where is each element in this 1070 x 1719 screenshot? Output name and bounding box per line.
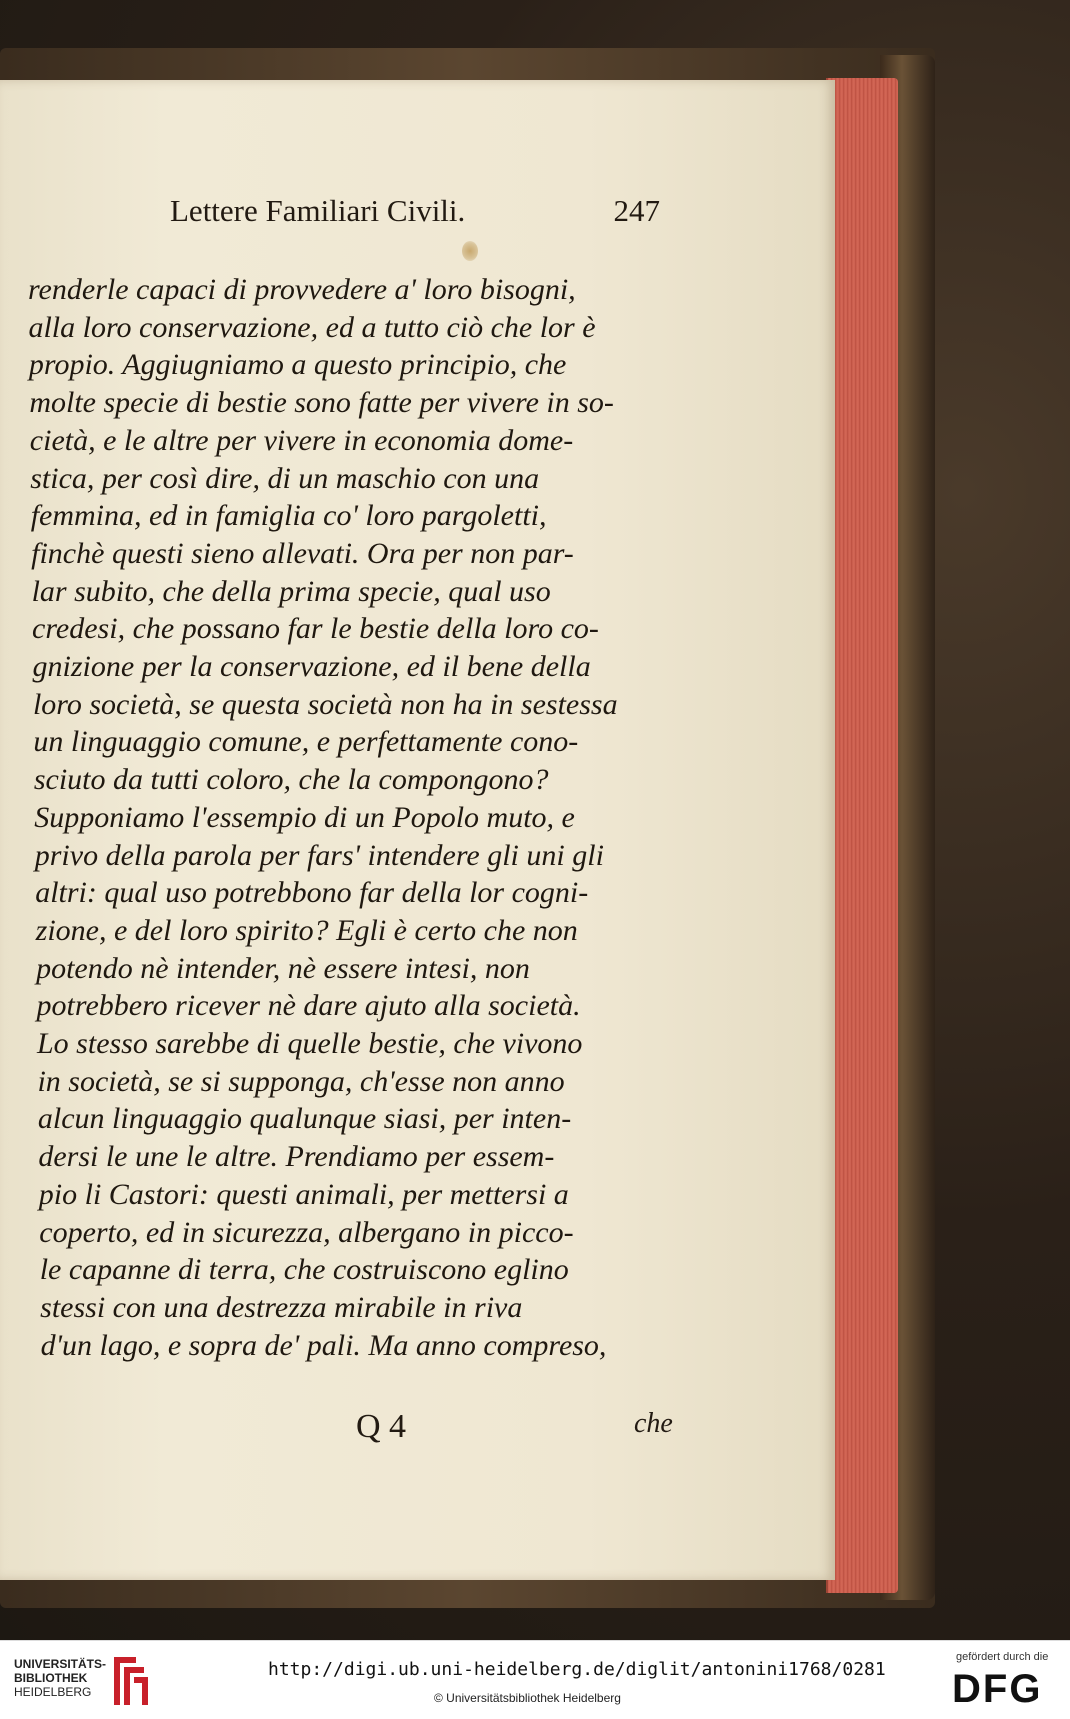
text-line: stica, per così dire, di un maschio con una xyxy=(30,461,540,495)
copyright-notice: © Universitätsbibliothek Heidelberg xyxy=(434,1691,621,1705)
text-line: un linguaggio comune, e perfettamente cono- xyxy=(33,725,579,759)
text-line: propio. Aggiugniamo a questo principio, che xyxy=(28,348,567,382)
text-line: privo della parola per fars' intendere gli uni gli xyxy=(34,838,604,872)
text-line: stessi con una destrezza mirabile in riva xyxy=(40,1290,523,1324)
page-number: 247 xyxy=(613,193,660,228)
text-line: Supponiamo l'essempio di un Popolo muto, e xyxy=(34,800,575,834)
text-line: lar subito, che della prima specie, qual uso xyxy=(31,574,551,608)
text-line: molte specie di bestie sono fatte per vivere in so- xyxy=(29,386,614,420)
text-line: sciuto da tutti coloro, che la compongono? xyxy=(33,763,549,797)
library-name-line3: HEIDELBERG xyxy=(14,1685,92,1699)
text-line: pio li Castori: questi animali, per mettersi a xyxy=(38,1177,569,1211)
text-line: altri: qual uso potrebbono far della lor cogni- xyxy=(35,876,589,910)
running-title: Lettere Familiari Civili. xyxy=(170,193,466,228)
text-line: zione, e del loro spirito? Egli è certo che non xyxy=(35,913,578,947)
library-logo-icon xyxy=(108,1653,150,1709)
text-line: potrebbero ricever nè dare ajuto alla società. xyxy=(36,989,581,1023)
text-line: dersi le une le altre. Prendiamo per essem- xyxy=(38,1140,555,1174)
text-line: d'un lago, e sopra de' pali. Ma anno compreso, xyxy=(40,1328,607,1362)
text-line: cietà, e le altre per vivere in economia dome- xyxy=(29,423,574,457)
signature-mark: Q 4 xyxy=(356,1408,407,1445)
text-line: le capanne di terra, che costruiscono eglino xyxy=(39,1253,569,1287)
text-line: in società, se si supponga, ch'esse non anno xyxy=(37,1064,565,1098)
text-line: femmina, ed in famiglia co' loro pargoletti, xyxy=(30,499,547,533)
text-line: finchè questi sieno allevati. Ora per non par- xyxy=(31,536,574,570)
text-line: coperto, ed in sicurezza, albergano in picco- xyxy=(39,1215,574,1249)
text-line: alla loro conservazione, ed a tutto ciò che lor è xyxy=(28,310,596,344)
library-footer-bar xyxy=(0,1640,1070,1719)
dfg-logo: DFG xyxy=(952,1667,1043,1711)
text-line: gnizione per la conservazione, ed il bene della xyxy=(32,650,591,683)
text-line: potendo nè intender, nè essere intesi, non xyxy=(36,951,530,985)
funding-label: gefördert durch die xyxy=(956,1651,1049,1663)
text-line: Lo stesso sarebbe di quelle bestie, che vivono xyxy=(37,1027,583,1060)
library-name-line2: BIBLIOTHEK xyxy=(14,1671,88,1685)
catchword: che xyxy=(634,1408,673,1439)
text-line: loro società, se questa società non ha in sestessa xyxy=(32,687,618,721)
text-line: alcun linguaggio qualunque siasi, per inten- xyxy=(37,1102,572,1136)
permalink-url[interactable]: http://digi.ub.uni-heidelberg.de/diglit/antonini1768/0281 xyxy=(268,1659,886,1680)
library-name-line1: UNIVERSITÄTS- xyxy=(14,1657,107,1671)
text-line: renderle capaci di provvedere a' loro bisogni, xyxy=(28,273,576,306)
library-name xyxy=(14,1657,106,1699)
text-line: credesi, che possano far le bestie della loro co- xyxy=(32,612,599,646)
